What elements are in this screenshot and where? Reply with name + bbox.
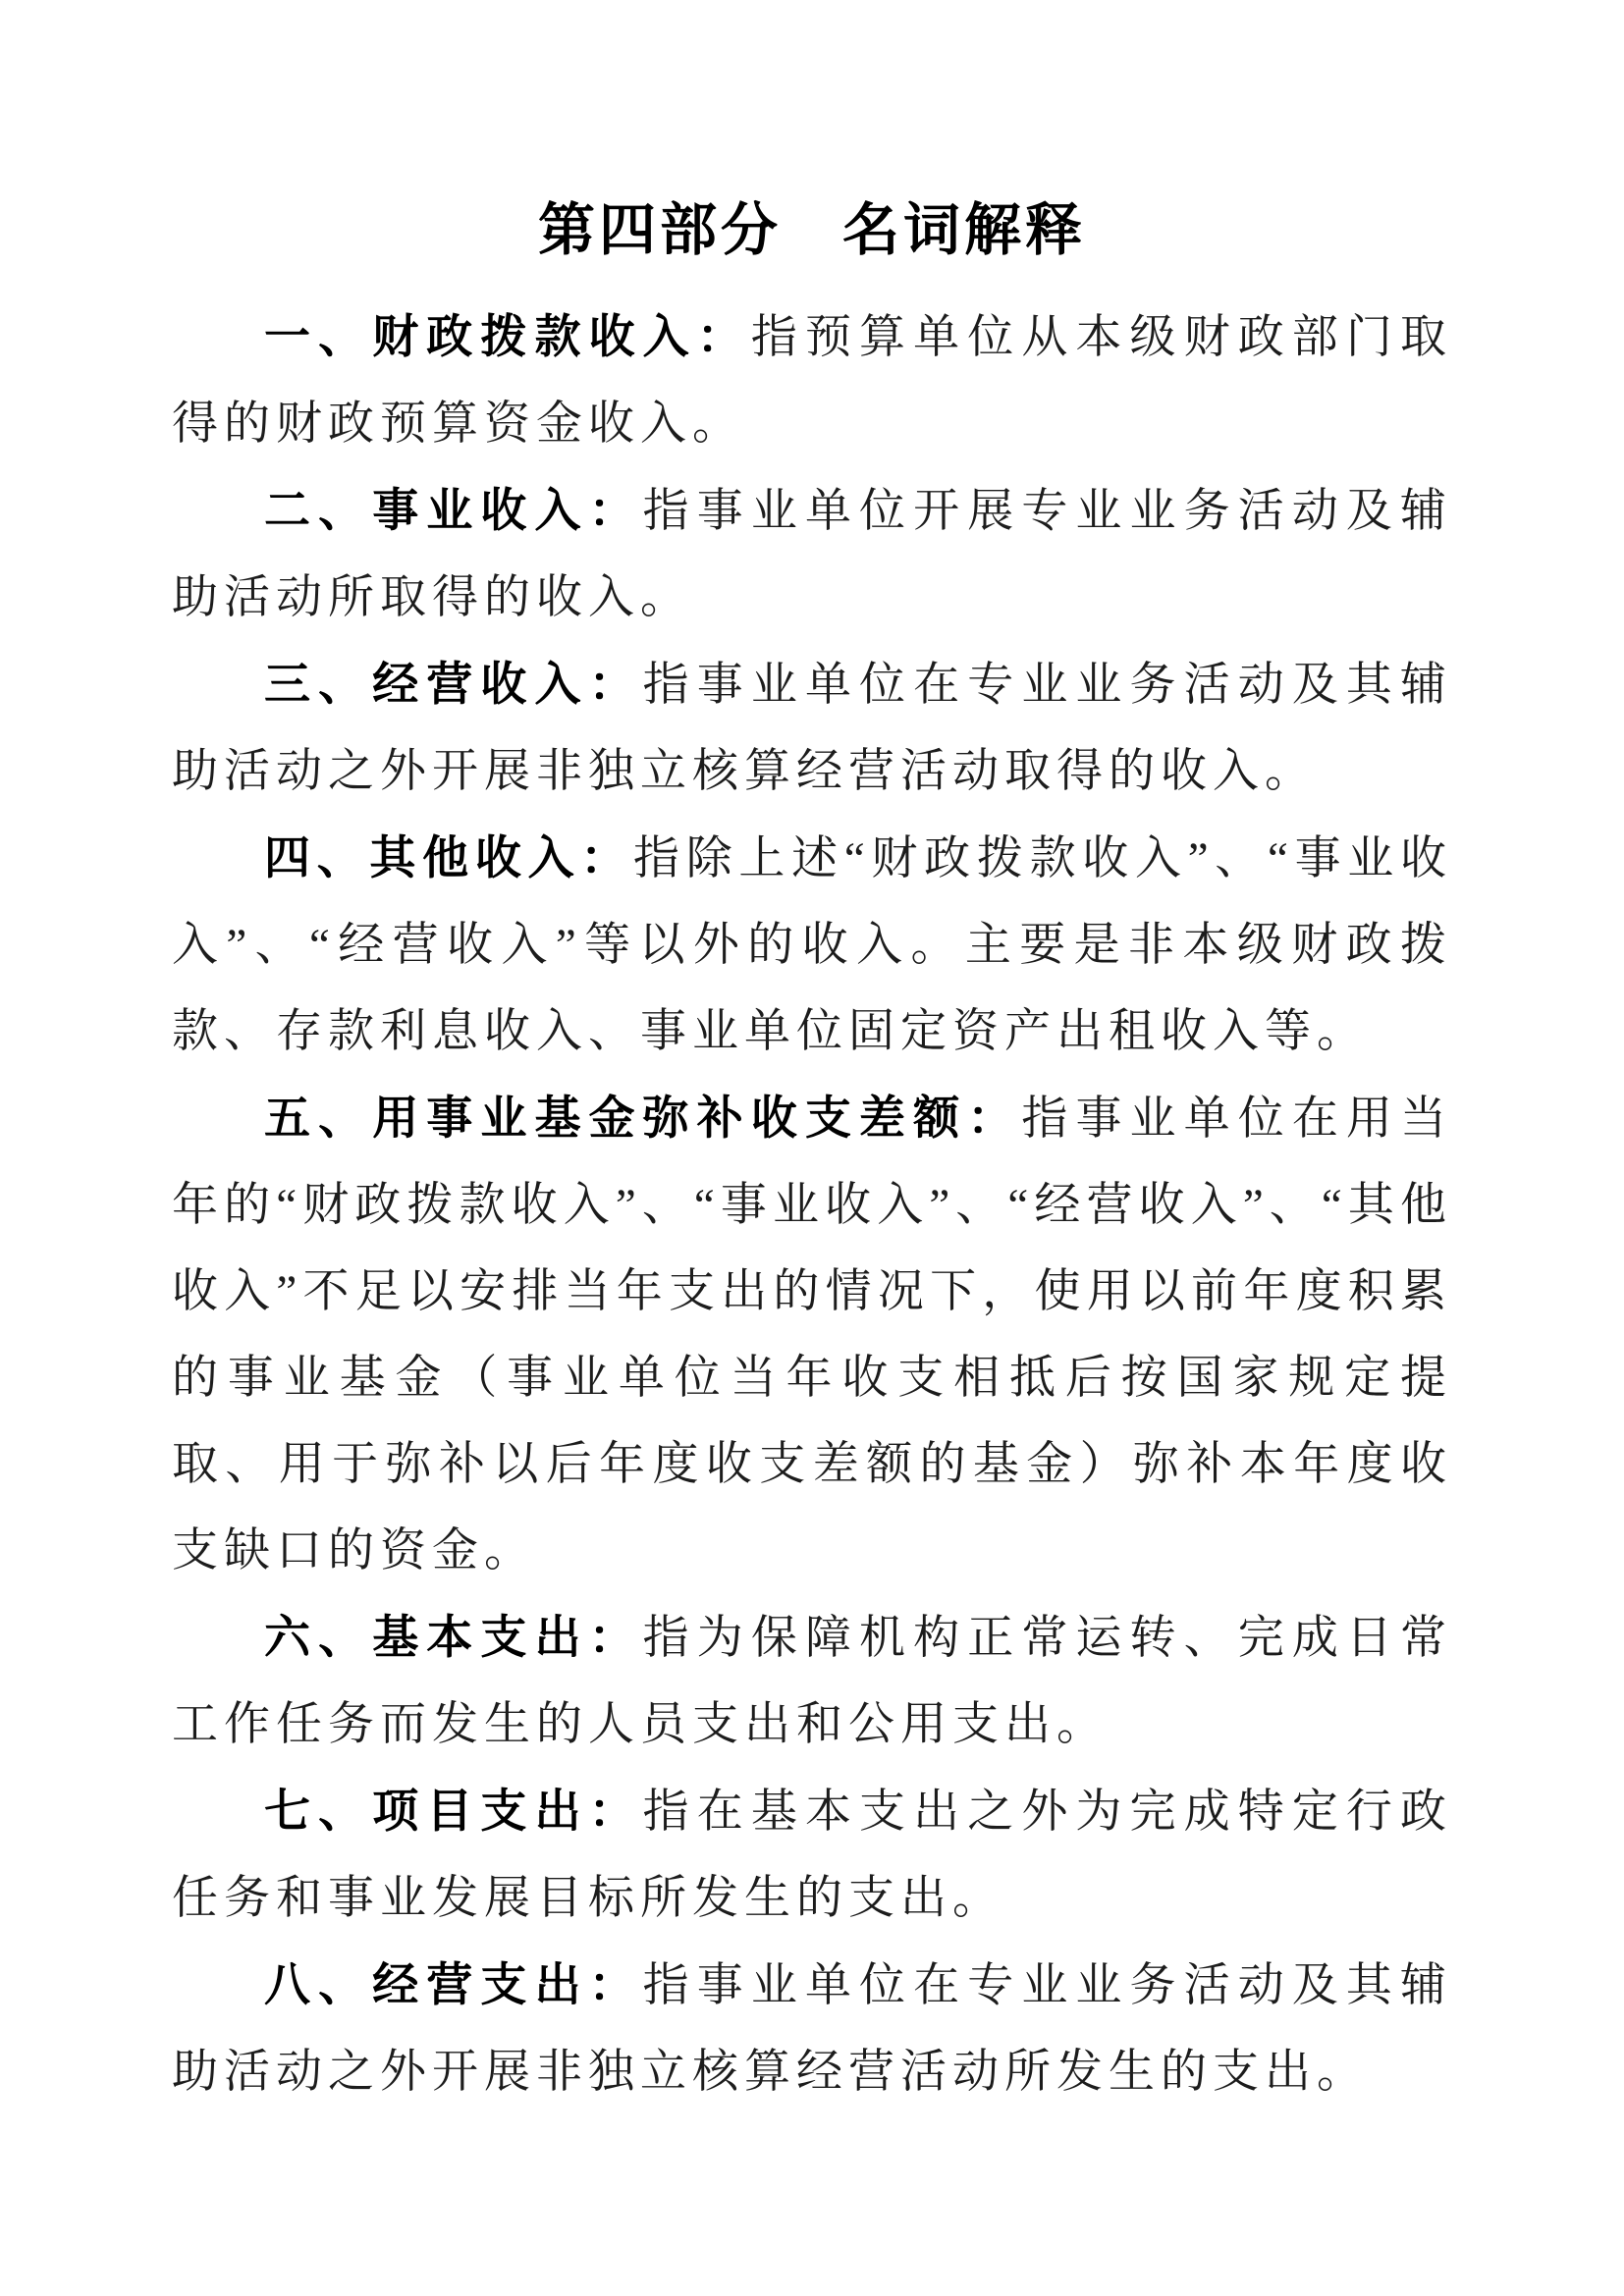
term-definition: 指在基本支出之外为完成特定行政任务和事业发展目标所发生的支出。 (172, 1787, 1453, 1924)
term-label: 八、经营支出： (264, 1958, 643, 2010)
term-label: 五、用事业基金弥补收支差额： (264, 1092, 1022, 1144)
page-title: 第四部分 名词解释 (537, 198, 1086, 262)
term-definition: 指事业单位开展专业业务活动及辅助活动所取得的收入。 (172, 486, 1453, 623)
definition-paragraph (172, 1768, 1452, 1942)
term-label: 二、事业收入： (264, 484, 643, 536)
definition-paragraph (172, 294, 1452, 467)
term-definition: 指预算单位从本级财政部门取得的财政预算资金收入。 (172, 312, 1453, 450)
definition-paragraph (172, 641, 1452, 815)
term-definition: 指事业单位在专业业务活动及其辅助活动之外开展非独立核算经营活动所发生的支出。 (172, 1960, 1453, 2098)
term-definition: 指为保障机构正常运转、完成日常工作任务而发生的人员支出和公用支出。 (172, 1613, 1453, 1750)
definition-paragraph (172, 1594, 1452, 1768)
term-label: 七、项目支出： (264, 1785, 643, 1837)
term-definition: 指事业单位在用当年的“财政拨款收入”、“事业收入”、“经营收入”、“其他收入”不足以安排当年支出的情况下，使用以前年度积累的事业基金（事业单位当年收支相抵后按国家规定提取、用于弥补以后年度收支差额的基金）弥补本年度收支缺口的资金。 (172, 1094, 1453, 1576)
definition-paragraph (172, 467, 1452, 641)
term-label: 三、经营收入： (264, 658, 643, 710)
term-label: 一、财政拨款收入： (264, 310, 751, 362)
term-label: 六、基本支出： (264, 1611, 643, 1663)
term-label: 四、其他收入： (264, 831, 633, 883)
term-definition: 指事业单位在专业业务活动及其辅助活动之外开展非独立核算经营活动取得的收入。 (172, 660, 1453, 797)
definition-paragraph (172, 1075, 1452, 1594)
definition-paragraph (172, 1942, 1452, 2115)
term-definition: 指除上述“财政拨款收入”、“事业收入”、“经营收入”等以外的收入。主要是非本级财政拨款、存款利息收入、事业单位固定资产出租收入等。 (172, 833, 1452, 1057)
definition-paragraph (172, 815, 1452, 1075)
